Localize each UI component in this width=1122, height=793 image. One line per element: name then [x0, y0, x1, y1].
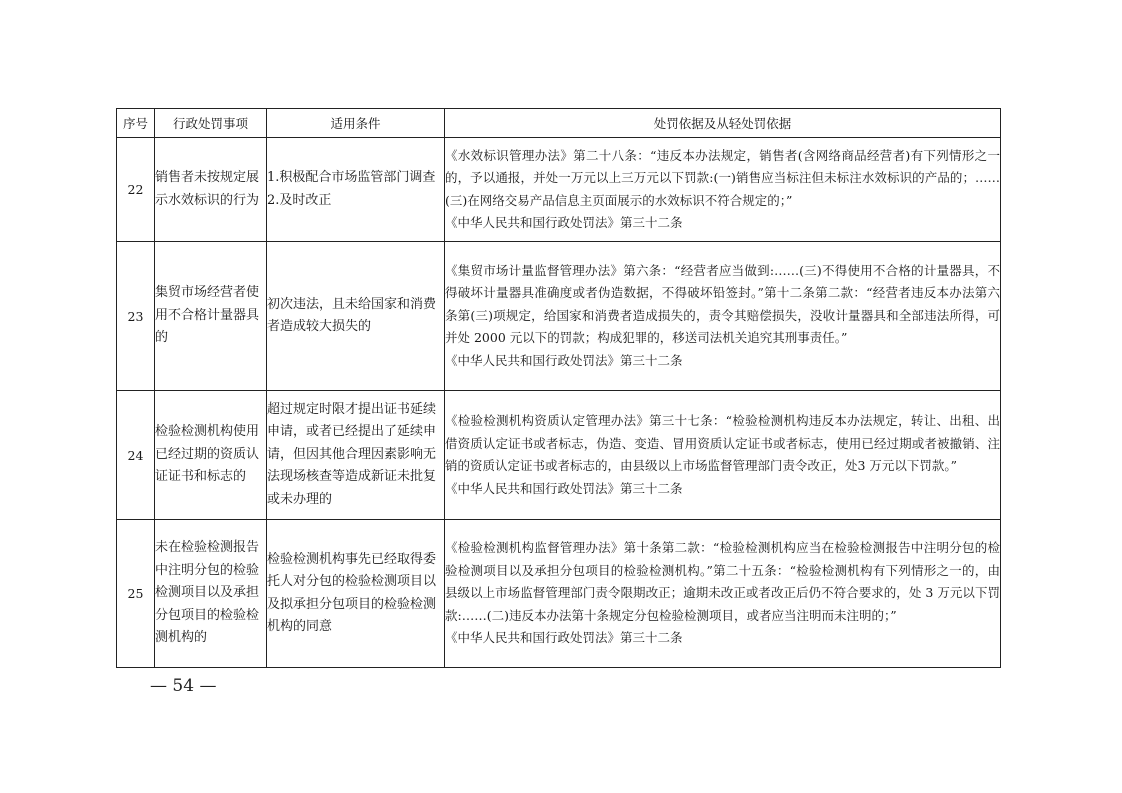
row-number: 22 [117, 138, 155, 242]
penalty-item: 检验检测机构使用已经过期的资质认证证书和标志的 [155, 391, 267, 520]
basis-main-text: 《集贸市场计量监督管理办法》第六条：“经营者应当做到:……(三)不得使用不合格的计量器具，不得破坏计量器具准确度或者伪造数据，不得破坏铅签封。”第十二条第二款：“经营者违反本办法第六条第(三)项规定，给国家和消费者造成损失的，责令其赔偿损失，没收计量器具和全部违法所得，可并处 2000 元以下的罚款；构成犯罪的，移送司法机关追究其刑事责任。” [445, 262, 1000, 346]
table-row [117, 520, 1001, 668]
penalty-basis [445, 138, 1001, 242]
penalty-basis [445, 242, 1001, 391]
applicable-condition [267, 520, 445, 668]
table-row [117, 391, 1001, 520]
penalty-item: 集贸市场经营者使用不合格计量器具的 [155, 242, 267, 391]
penalty-basis [445, 520, 1001, 668]
penalty-item: 未在检验检测报告中注明分包的检验检测项目以及承担分包项目的检验检测机构的 [155, 520, 267, 668]
page-number: — 54 — [150, 676, 217, 696]
basis-law-reference: 《中华人民共和国行政处罚法》第三十二条 [445, 352, 683, 368]
penalty-table [116, 108, 1001, 668]
condition-line: 超过规定时限才提出证书延续申请，或者已经提出了延续申请，但因其他合理因素影响无法现场核查等造成新证未批复或未办理的 [267, 401, 437, 507]
table-row [117, 138, 1001, 242]
header-basis: 处罚依据及从轻处罚依据 [445, 109, 1001, 138]
row-number: 23 [117, 242, 155, 391]
header-no: 序号 [117, 109, 155, 138]
applicable-condition [267, 391, 445, 520]
condition-line: 检验检测机构事先已经取得委托人对分包的检验检测项目以及拟承担分包项目的检验检测机构的同意 [267, 551, 437, 634]
basis-main-text: 《检验检测机构资质认定管理办法》第三十七条：“检验检测机构违反本办法规定，转让、出租、出借资质认定证书或者标志，伪造、变造、冒用资质认定证书或者标志，使用已经过期或者被撤销、注销的资质认定证书或者标志的，由县级以上市场监督管理部门责令改正，处3 万元以下罚款。” [445, 413, 1000, 473]
condition-line: 初次违法，且未给国家和消费者造成较大损失的 [267, 296, 437, 334]
basis-main-text: 《水效标识管理办法》第二十八条：“违反本办法规定，销售者(含网络商品经营者)有下列情形之一的，予以通报，并处一万元以上三万元以下罚款:(一)销售应当标注但未标注水效标识的产品的；……(三)在网络交易产品信息主页面展示的水效标识不符合规定的；” [445, 147, 1000, 208]
penalty-basis [445, 391, 1001, 520]
header-item: 行政处罚事项 [155, 109, 267, 138]
row-number: 24 [117, 391, 155, 520]
basis-law-reference: 《中华人民共和国行政处罚法》第三十二条 [445, 215, 683, 230]
applicable-condition [267, 138, 445, 242]
table-header-row [117, 109, 1001, 138]
row-number: 25 [117, 520, 155, 668]
basis-law-reference: 《中华人民共和国行政处罚法》第三十二条 [445, 480, 683, 496]
condition-line: 1.积极配合市场监管部门调查 [267, 170, 436, 185]
header-condition: 适用条件 [267, 109, 445, 138]
condition-line: 2.及时改正 [267, 192, 332, 208]
basis-main-text: 《检验检测机构监督管理办法》第十条第二款：“检验检测机构应当在检验检测报告中注明分包的检验检测项目以及承担分包项目的检验检测机构。”第二十五条：“检验检测机构有下列情形之一的，由县级以上市场监督管理部门责令限期改正；逾期未改正或者改正后仍不符合要求的，处 3 万元以下罚款:……(二)违反本办法第十条规定分包检验检测项目，或者应当注明而未注明的；” [445, 540, 1000, 623]
basis-law-reference: 《中华人民共和国行政处罚法》第三十二条 [445, 630, 683, 646]
applicable-condition [267, 242, 445, 391]
penalty-item: 销售者未按规定展示水效标识的行为 [155, 138, 267, 242]
table-row [117, 242, 1001, 391]
